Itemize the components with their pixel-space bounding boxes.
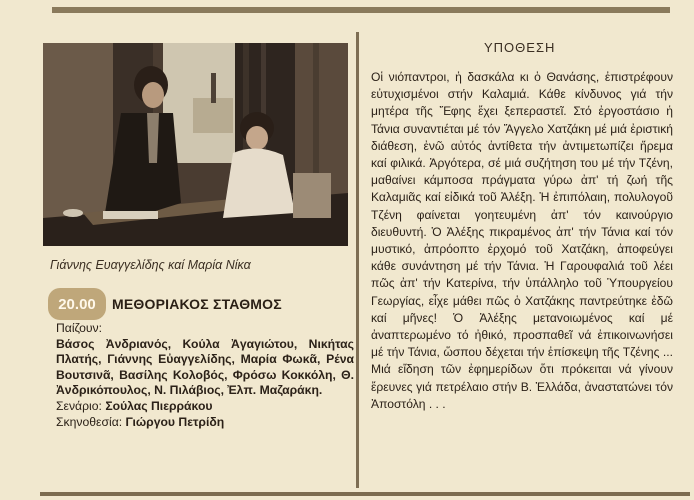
scene-photo-drawing xyxy=(43,43,348,246)
scene-photo xyxy=(43,43,348,246)
time-badge: 20.00 xyxy=(48,288,106,320)
script-name: Σούλας Πιερράκου xyxy=(105,398,213,413)
top-rule xyxy=(52,7,670,13)
bottom-rule xyxy=(40,492,690,496)
program-title: ΜΕΘΟΡΙΑΚΟΣ ΣΤΑΘΜΟΣ xyxy=(112,296,282,312)
script-credit xyxy=(56,399,354,415)
photo-caption: Γιάννης Ευαγγελίδης καί Μαρία Νίκα xyxy=(50,258,251,272)
synopsis-text: Οἱ νιόπαντροι, ἡ δασκάλα κι ὁ Θανάσης, ἐπιστρέφουν εὐτυχισμένοι στήν Καλαμιά. Κάθε κίνδυνος γιά τήν μητέρα τῆς Ἔφης ἔχει ξεπεραστεῖ. Στό ἐργοστάσιο ἡ Τάνια συναντιέται μέ τόν Ἄγγελο Χατζάκη μέ μιά ἐριστική διάθεση, ἐνῶ αὐτός ἀντίθετα τήν ἀντιμετωπίζει ἤρεμα καί φιλικά. Ἀργότερα, σέ μιά συζήτηση του μέ τήν Τζένη, μαθαίνει κάμποσα πράγματα γύρω ἀπ' τή ζωή τῆς Καλαμιᾶς καί εἰδικά τοῦ Ἀλέξη. Ἡ ἐπιπόλαιη, πολυλογοῦ Τζένη φαίνεται γοητευμένη ἀπ' τόν καινούργιο διευθυντή. Ὁ Ἀλέξης πικραμένος ἀπ' τήν Τάνια καί τόν μυστικό, ἀπρόοπτο ἐρχομό τοῦ Χατζάκη, ἀποφεύγει κάθε συνάντηση μέ τήν Τάνια. Ἡ Γαρουφαλιά τοῦ λέει πῶς ἀπ' τήν Κατερίνα, τήν ὑπάλληλο τοῦ Ὑπουργείου Γεωργίας, εἶχε μάθει πῶς ὁ Χατζάκης παντρεύτηκε ἐδῶ καί μῆνες! Ὁ Ἀλέξης μεταvoιωμένος καί μέ ἀναπτερωμένο τό ἠθικό, προσπαθεῖ νά ἐπικοινωνήσει μέ τήν Τάνια, ὥσπου δέχεται τήν ἐπίσκεψη τῆς Τζένης ... Μιά εἴδηση τῶν ἐφημερίδων ὅτι πρόκειται νά γίνουν ἔρευνες γιά πετρέλαιο στήν Β. Ἑλλάδα, ἀναστατώνει τόν Ἀποστόλη . . . xyxy=(371,70,673,411)
cast-names: Βάσος Ἀνδριανός, Κούλα Ἀγαγιώτου, Νικήτας Πλατής, Γιάννης Εὐαγγελίδης, Μαρία Φωκᾶ, Ρένα Βουτσινᾶ, Βασίλης Κολοβός, Φρόσω Κοκκόλη, Θ. Ἀνδρικόπουλος, Ν. Πιλάβιος, Ἐλπ. Μαζαράκη. xyxy=(56,336,354,398)
synopsis-heading: ΥΠΟΘΕΣΗ xyxy=(484,40,556,55)
script-label: Σενάριο: xyxy=(56,398,106,413)
director-credit xyxy=(56,415,354,431)
cast-credits xyxy=(56,321,354,430)
director-label: Σκηνοθεσία: xyxy=(56,414,126,429)
cast-label: Παίζουν: xyxy=(56,321,103,335)
column-divider xyxy=(356,32,359,488)
director-name: Γιώργου Πετρίδη xyxy=(125,414,225,429)
